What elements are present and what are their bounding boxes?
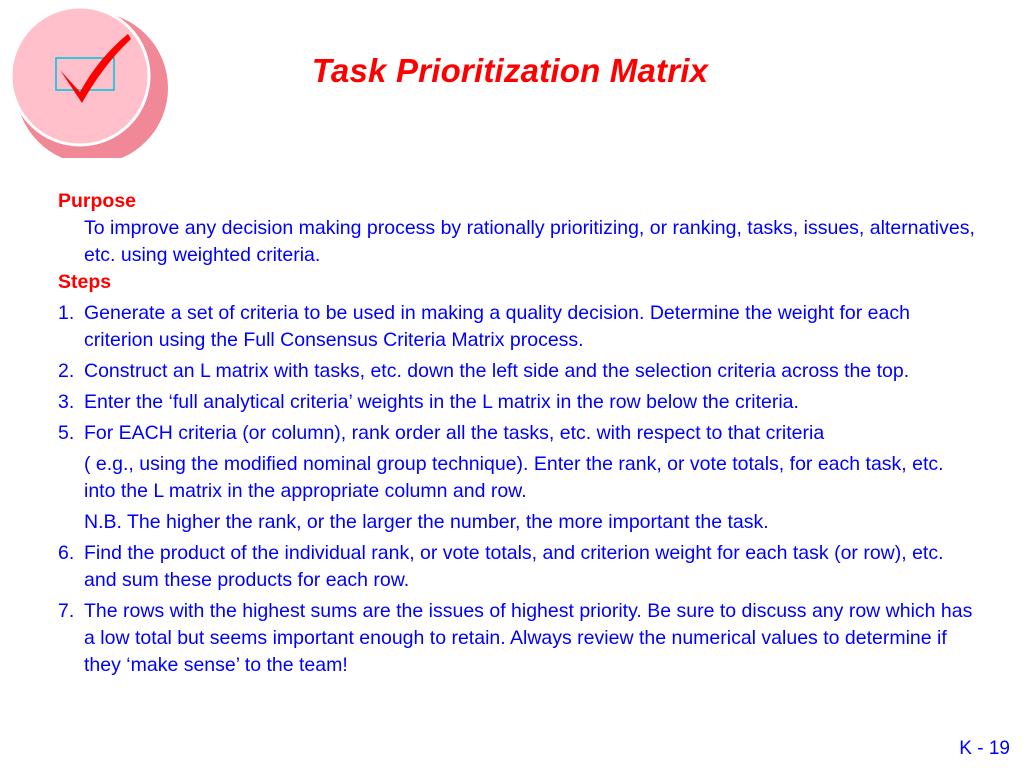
step-item <box>58 540 978 594</box>
step-item <box>58 300 978 354</box>
purpose-text: To improve any decision making process by rationally prioritizing, or ranking, tasks, issues, alternatives, etc. using weighted criteria. <box>84 217 975 266</box>
step-text: Construct an L matrix with tasks, etc. down the left side and the selection criteria across the top. <box>84 360 910 382</box>
checkmark-logo <box>10 8 170 158</box>
step-number: 3. <box>58 391 75 413</box>
step-number: 7. <box>58 600 75 622</box>
step-number: 2. <box>58 360 75 382</box>
step-text: Find the product of the individual rank, or vote totals, and criterion weight for each task (or row), etc. and sum these products for each row. <box>84 542 944 591</box>
step-continuation: ( e.g., using the modified nominal group technique). Enter the rank, or vote totals, for each task, etc. into the L matrix in the appropriate column and row. <box>84 453 944 502</box>
step-number: 6. <box>58 542 75 564</box>
purpose-heading: Purpose <box>58 190 137 212</box>
step-note: N.B. The higher the rank, or the larger the number, the more important the task. <box>84 511 769 533</box>
step-text: For EACH criteria (or column), rank order all the tasks, etc. with respect to that criteria <box>84 422 825 444</box>
steps-heading: Steps <box>58 271 112 293</box>
step-item <box>58 420 978 447</box>
step-number: 5. <box>58 422 75 444</box>
step-number: 1. <box>58 302 75 324</box>
page-number: K - 19 <box>959 738 1010 759</box>
step-item <box>58 598 978 679</box>
step-text: Generate a set of criteria to be used in making a quality decision. Determine the weight for each criterion using the Full Consensus Criteria Matrix process. <box>84 302 910 351</box>
slide-title: Task Prioritization Matrix <box>311 52 709 89</box>
step-text: Enter the ‘full analytical criteria’ weights in the L matrix in the row below the criteria. <box>84 391 799 413</box>
step-item <box>58 358 978 385</box>
step-item <box>58 389 978 416</box>
slide-body <box>58 188 978 679</box>
checkmark-icon <box>10 8 170 158</box>
step-text: The rows with the highest sums are the issues of highest priority. Be sure to discuss any row which has a low total but seems important enough to retain. Always review the numerical values to determine if they ‘make sense’ to the team! <box>84 600 973 676</box>
